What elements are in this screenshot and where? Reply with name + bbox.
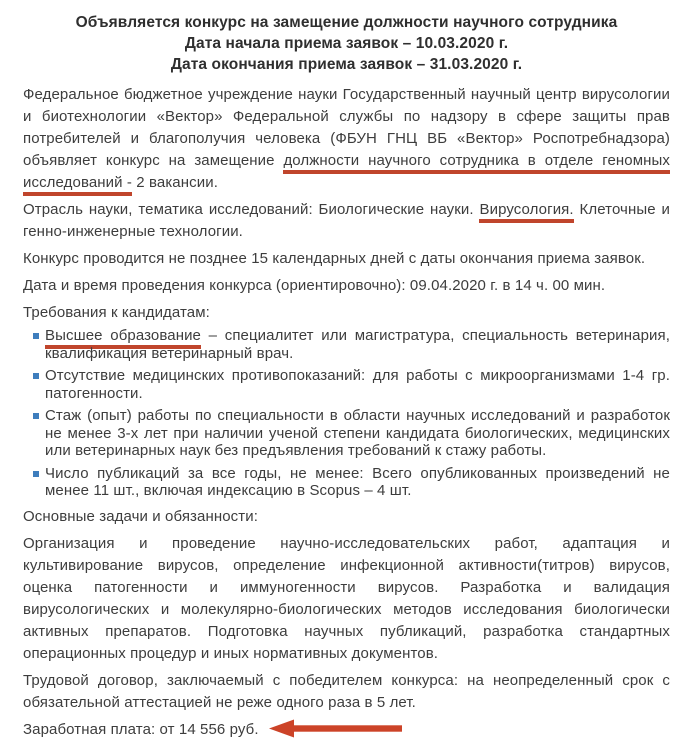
- field-text: Отрасль науки, тематика исследований: Биологические науки.: [23, 201, 480, 218]
- requirement-item-medical: [33, 367, 670, 402]
- title-line-announcement: Объявляется конкурс на замещение должности научного сотрудника: [75, 14, 618, 31]
- deadline-paragraph: Конкурс проводится не позднее 15 календарных дней с даты окончания приема заявок.: [23, 250, 646, 267]
- bullet-square-icon: [33, 333, 39, 339]
- requirement-item-education: [33, 327, 670, 362]
- intro-paragraph: [23, 84, 670, 194]
- field-text-after: Клеточные и генно-инженерные технологии.: [23, 201, 670, 240]
- title-line-start-date: Дата начала приема заявок – 10.03.2020 г.: [184, 35, 509, 52]
- requirement-item-publications: [33, 465, 670, 500]
- virology-underlined-annotation: Вирусология.: [479, 201, 573, 223]
- requirement-item-text: Отсутствие медицинских противопоказаний: для работы с микроорганизмами 1-4 гр. патогенности.: [45, 367, 670, 402]
- bullet-square-icon: [33, 471, 39, 477]
- contract-paragraph: Трудовой договор, заключаемый с победителем конкурса: на неопределенный срок с обязательной аттестацией не реже одного раза в 5 лет.: [23, 671, 670, 711]
- datetime-paragraph: Дата и время проведения конкурса (ориентировочно): 09.04.2020 г. в 14 ч. 00 мин.: [23, 277, 606, 294]
- title-line-end-date: Дата окончания приема заявок – 31.03.2020 г.: [170, 56, 523, 73]
- requirement-item-experience: [33, 407, 670, 460]
- requirement-item-text: – специалитет или магистратура, специальность ветеринария, квалификация ветеринарный врач.: [45, 327, 670, 362]
- bullet-square-icon: [33, 413, 39, 419]
- left-arrow-icon: [269, 719, 403, 738]
- bullet-square-icon: [33, 373, 39, 379]
- duties-heading: Основные задачи и обязанности:: [23, 507, 259, 525]
- document-title-block: [23, 12, 670, 75]
- intro-underlined-annotation: должности научного сотрудника в отделе геномных исследований -: [23, 152, 670, 196]
- duties-paragraph: Организация и проведение научно-исследовательских работ, адаптация и культивирование вирусов, определение инфекционной активности(титров) вирусов, оценка патогенности и иммуногенности вирусов. Разработка и валидация вирусологических и молекулярно-биологических методов исследования биологически активных препаратов. Подготовка научных публикаций, разработка стандартных операционных процедур и иных нормативных документов.: [23, 534, 670, 662]
- intro-text-after: 2 вакансии.: [132, 174, 218, 191]
- requirement-item-text: Стаж (опыт) работы по специальности в области научных исследований и разработок не менее 3-х лет при наличии ученой степени кандидата биологических, медицинских или ветеринарных наук без предъявления требований к стажу работы.: [45, 407, 670, 459]
- education-underlined-annotation: Высшее образование: [45, 327, 201, 349]
- requirements-list: [23, 327, 670, 500]
- salary-paragraph: [23, 719, 670, 741]
- requirements-heading: Требования к кандидатам:: [23, 304, 210, 321]
- salary-text: Заработная плата: от 14 556 руб.: [23, 720, 259, 738]
- requirement-item-text: Число публикаций за все годы, не менее: Всего опубликованных произведений не менее 11 шт., включая индексацию в Scopus – 4 шт.: [45, 464, 670, 499]
- intro-text: Федеральное бюджетное учреждение науки Государственный научный центр вирусологии и биотехнологии «Вектор» Федеральной службы по надзору в сфере защиты прав потребителей и благополучия человека (ФБУН ГНЦ ВБ «Вектор» Роспотребнадзора) объявляет конкурс на замещение: [23, 86, 670, 169]
- science-field-paragraph: [23, 199, 670, 243]
